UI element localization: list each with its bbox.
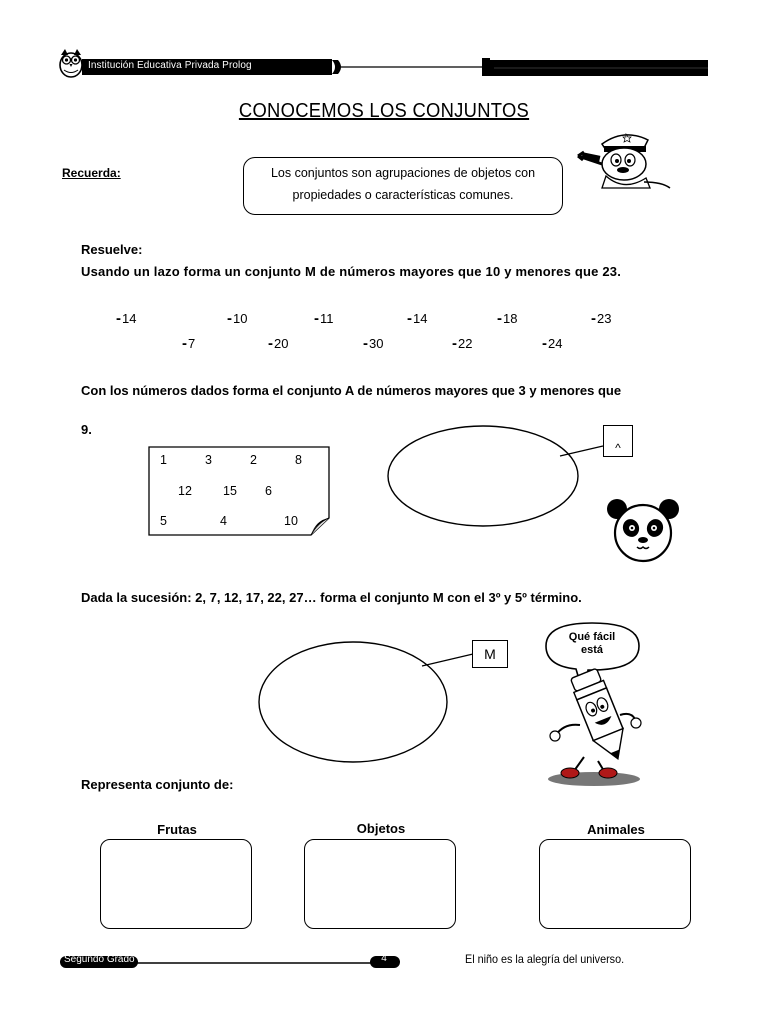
category-label-frutas: Frutas	[157, 822, 197, 837]
category-label-animales: Animales	[587, 822, 645, 837]
card-number: 12	[178, 484, 192, 498]
footer-quote: El niño es la alegría del universo.	[465, 952, 625, 966]
recuerda-line-1: Los conjuntos son agrupaciones de objetos con	[270, 166, 536, 180]
number-item: -7	[182, 335, 196, 352]
number-item: -14	[116, 310, 137, 327]
card-number: 3	[205, 453, 212, 467]
exercise-3-instruction: Dada la sucesión: 2, 7, 12, 17, 22, 27… forma el conjunto M con el 3º y 5º término.	[81, 590, 582, 605]
number-item: -11	[314, 310, 334, 327]
resuelve-heading: Resuelve:	[81, 242, 143, 257]
card-number: 4	[220, 514, 227, 528]
speech-line-2: está	[580, 644, 604, 656]
card-number: 2	[250, 453, 257, 467]
category-label-objetos: Objetos	[356, 821, 406, 836]
number-item: -30	[363, 335, 384, 352]
card-number: 15	[223, 484, 237, 498]
set-a-diagram	[386, 424, 636, 530]
category-box-objetos	[304, 839, 456, 929]
pencil-character-illustration	[544, 665, 644, 787]
set-m-label: M	[472, 640, 508, 668]
exercise-2-instruction: Con los números dados forma el conjunto A de números mayores que 3 y menores que	[81, 383, 622, 398]
category-box-frutas	[100, 839, 252, 929]
number-item: -10	[227, 310, 248, 327]
page-number: 4	[381, 953, 387, 964]
card-number: 8	[295, 453, 302, 467]
page-title: CONOCEMOS LOS CONJUNTOS	[238, 100, 530, 122]
card-number: 1	[160, 453, 167, 467]
speech-text	[552, 631, 632, 657]
police-kid-illustration	[574, 126, 674, 192]
owl-logo-icon	[56, 46, 86, 78]
footer-grade: Segundo Grado	[64, 954, 135, 965]
number-item: -20	[268, 335, 289, 352]
card-number: 5	[160, 514, 167, 528]
set-a-label: ^	[603, 425, 633, 457]
panda-illustration	[605, 495, 681, 565]
recuerda-box	[243, 157, 563, 215]
number-item: -22	[452, 335, 473, 352]
card-number: 10	[284, 514, 298, 528]
set-m-diagram	[257, 632, 477, 764]
number-item: -23	[591, 310, 612, 327]
recuerda-line-2: propiedades o características comunes.	[292, 188, 514, 202]
number-item: -24	[542, 335, 563, 352]
speech-line-1: Qué fácil	[568, 631, 616, 643]
exercise-2-instruction-end: 9.	[81, 422, 92, 437]
number-item: -18	[497, 310, 518, 327]
exercise-4-instruction: Representa conjunto de:	[81, 777, 234, 792]
card-number: 6	[265, 484, 272, 498]
number-item: -14	[407, 310, 428, 327]
number-card	[148, 446, 331, 536]
category-box-animales	[539, 839, 691, 929]
recuerda-label: Recuerda:	[62, 166, 121, 180]
institution-name: Institución Educativa Privada Prolog	[88, 60, 252, 71]
exercise-1-instruction: Usando un lazo forma un conjunto M de números mayores que 10 y menores que 23.	[81, 264, 622, 279]
